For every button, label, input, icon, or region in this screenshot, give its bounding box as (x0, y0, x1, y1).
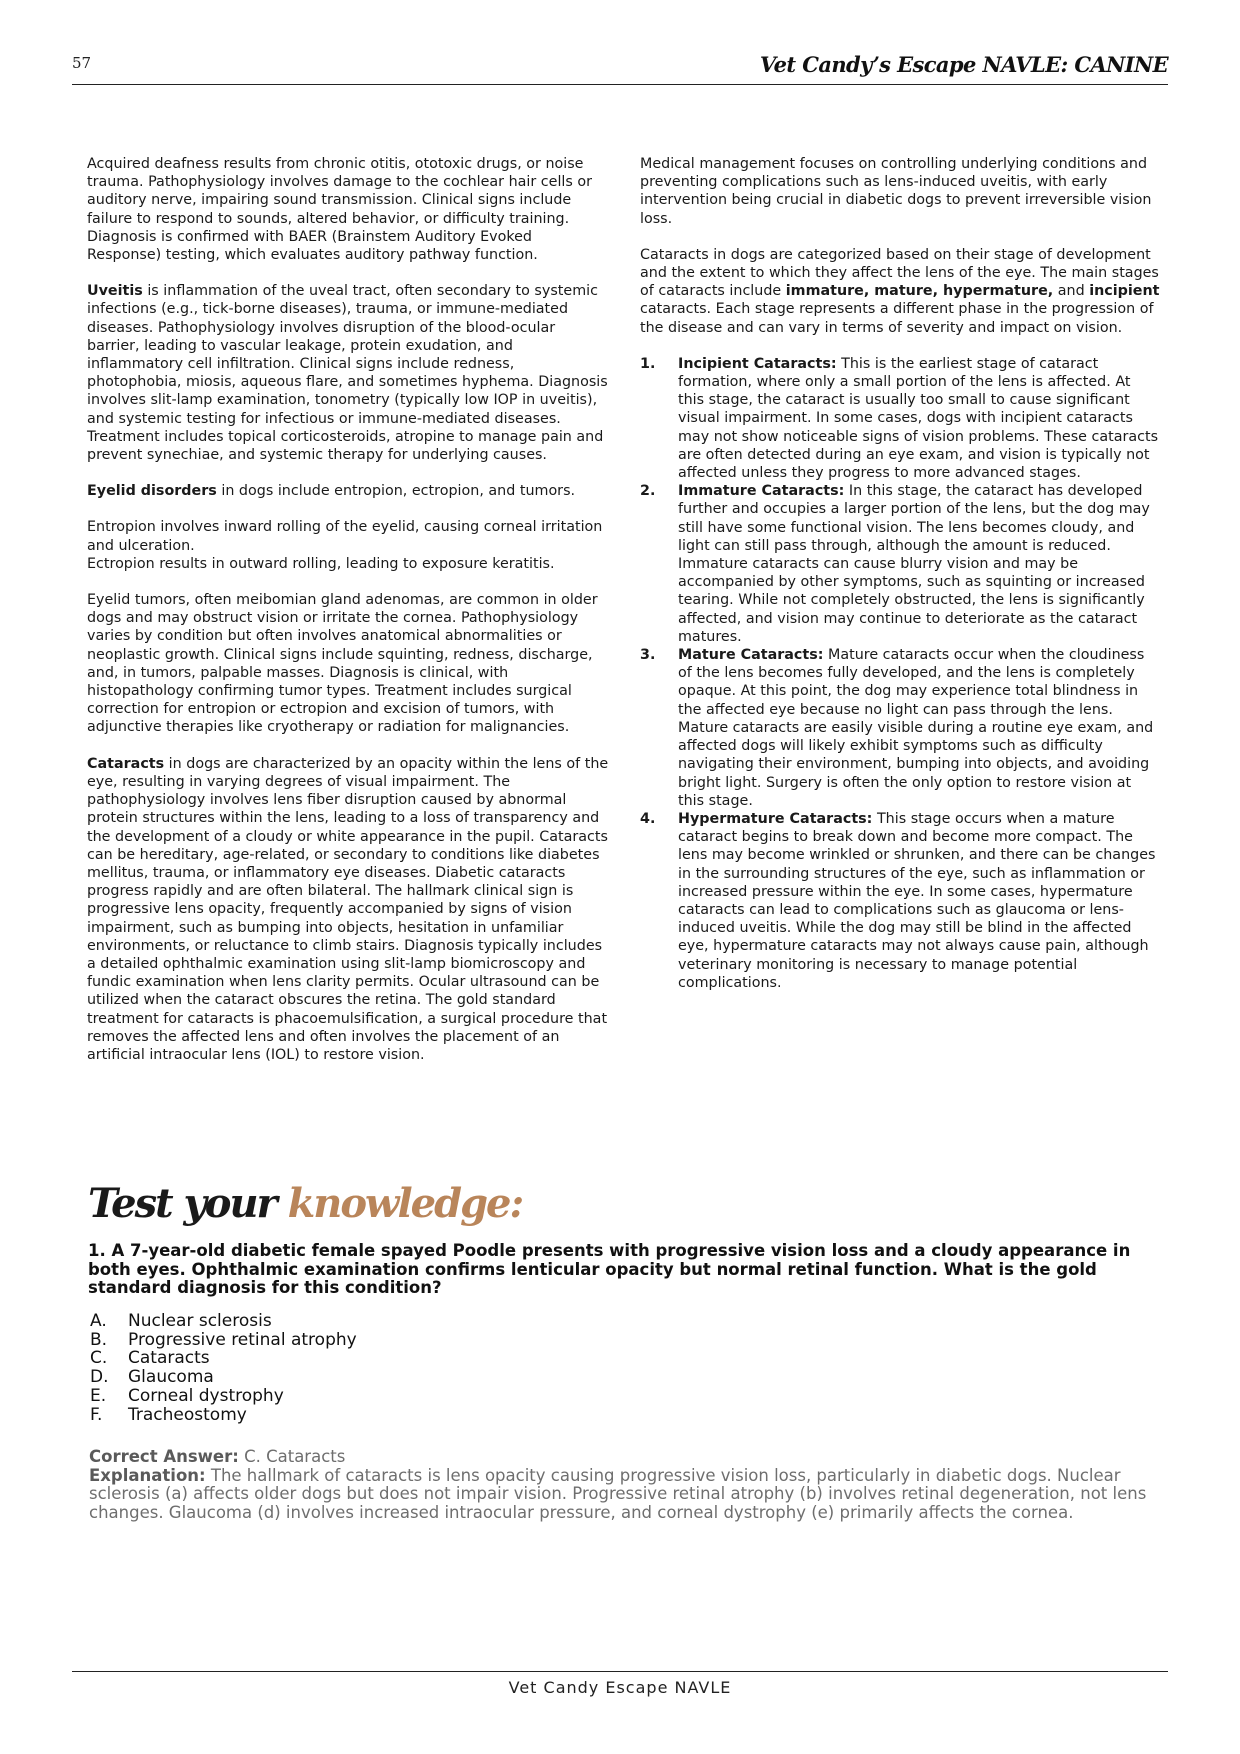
option-text: Corneal dystrophy (128, 1385, 284, 1406)
stage-item (640, 482, 1160, 646)
answer-option (90, 1368, 357, 1387)
ectropion-paragraph: Ectropion results in outward rolling, leading to exposure keratitis. (87, 555, 555, 572)
answer-option (90, 1406, 357, 1425)
explanation (89, 1467, 1169, 1523)
page-footer: Vet Candy Escape NAVLE (508, 1678, 732, 1697)
left-column (87, 155, 609, 1082)
option-letter: C. (90, 1348, 108, 1369)
stages-intro-bold: incipient (1089, 283, 1160, 300)
option-letter: E. (90, 1385, 107, 1406)
stage-text: In this stage, the cataract has developed further and occupies a larger portion of the lens, but the dog may still have some functional vision. The lens becomes cloudy, and light can still pass through, although the amount is reduced. Immature cataracts can cause blurry vision and may be accompanied by other symptoms, such as squinting or increased tearing. While not completely obstructed, the lens is significantly affected, and vision may continue to deteriorate as the cataract matures. (678, 483, 1150, 645)
option-text: Glaucoma (128, 1367, 214, 1388)
stage-number: 2. (640, 483, 656, 500)
correct-answer-label: Correct Answer: (89, 1447, 239, 1466)
stage-item (640, 646, 1160, 810)
stage-text: Mature cataracts occur when the cloudiness of the lens becomes fully developed, and the lens is completely opaque. At this point, the dog may experience total blindness in the affected eye because no light can pass through the lens. Mature cataracts are easily visible during a routine eye exam, and affected dogs will likely exhibit symptoms such as difficulty navigating their environment, bumping into objects, and avoiding bright light. Surgery is often the only option to restore vision at this stage. (678, 647, 1154, 809)
stages-intro-text: Cataracts in dogs are categorized based on their stage of development and the extent to which they affect the lens of the eye. The main stages of cataracts include (640, 246, 1159, 300)
answer-option (90, 1349, 357, 1368)
uveitis-term: Uveitis (87, 283, 143, 300)
option-letter: A. (90, 1311, 107, 1331)
stage-item (640, 810, 1160, 992)
stages-intro-text: and (1053, 283, 1090, 300)
option-letter: B. (90, 1329, 108, 1350)
medical-management-paragraph: Medical management focuses on controlling underlying conditions and preventing complications such as lens-induced uveitis, with early intervention being crucial in diabetic dogs to prevent irreversible vision loss. (640, 156, 1152, 227)
option-letter: F. (90, 1404, 103, 1425)
eyelid-tumors-paragraph: Eyelid tumors, often meibomian gland adenomas, are common in older dogs and may obstruct vision or irritate the cornea. Pathophysiology varies by condition but often involves anatomical abnormalities or neoplastic growth. Clinical signs include squinting, redness, discharge, and, in tumors, palpable masses. Diagnosis is clinical, with histopathology confirming tumor types. Treatment includes surgical correction for entropion or ectropion and excision of tumors, with adjunctive therapies like cryotherapy or radiation for malignancies. (87, 592, 598, 736)
stage-item (640, 355, 1160, 482)
correct-answer-value: C. Cataracts (238, 1447, 346, 1466)
right-column (640, 155, 1160, 992)
stage-number: 1. (640, 355, 656, 372)
eyelid-text: in dogs include entropion, ectropion, and tumors. (216, 483, 576, 500)
uveitis-paragraph (87, 282, 609, 464)
answer-option (90, 1331, 357, 1350)
stages-intro-text: cataracts. Each stage represents a different phase in the progression of the disease and can vary in terms of severity and impact on vision. (640, 301, 1154, 336)
option-letter: D. (90, 1367, 109, 1388)
page-number: 57 (72, 54, 92, 72)
stage-title: Hypermature Cataracts: (678, 810, 873, 827)
option-text: Cataracts (128, 1348, 210, 1369)
correct-answer (89, 1448, 1169, 1467)
uveitis-text: is inflammation of the uveal tract, often secondary to systemic infections (e.g., tick-borne diseases), trauma, or immune-mediated diseases. Pathophysiology involves disruption of the blood-ocular barrier, leading to vascular leakage, protein exudation, and inflammatory cell infiltration. Clinical signs include redness, photophobia, miosis, aqueous flare, and sometimes hyphema. Diagnosis involves slit-lamp examination, tonometry (typically low IOP in uveitis), and systemic testing for infectious or immune-mediated diseases. Treatment includes topical corticosteroids, atropine to manage pain and prevent synechiae, and systemic therapy for underlying causes. (87, 283, 608, 464)
answer-option (90, 1312, 357, 1331)
test-your-knowledge-heading (88, 1180, 522, 1227)
stage-number: 4. (640, 810, 656, 827)
cataracts-term: Cataracts (87, 755, 165, 772)
answer-block (89, 1448, 1169, 1522)
stage-title: Immature Cataracts: (678, 483, 845, 500)
stage-number: 3. (640, 647, 656, 664)
stage-text: This is the earliest stage of cataract formation, where only a small portion of the lens is affected. At this stage, the cataract is usually too small to cause significant visual impairment. In some cases, dogs with incipient cataracts may not show noticeable signs of vision problems. These cataracts are often detected during an eye exam, and vision is typically not affected unless they progress to more advanced stages. (678, 355, 1159, 482)
footer-divider (72, 1671, 1168, 1672)
stage-title: Incipient Cataracts: (678, 355, 837, 372)
page-header (72, 50, 1168, 85)
stages-intro-bold: immature, mature, hypermature, (785, 283, 1054, 300)
eyelid-term: Eyelid disorders (87, 483, 217, 500)
option-text: Progressive retinal atrophy (128, 1329, 357, 1350)
answer-option (90, 1387, 357, 1406)
option-text: Tracheostomy (128, 1404, 247, 1425)
cataract-stages-list (640, 355, 1160, 992)
heading-text: Test your (88, 1180, 288, 1227)
quiz-question: 1. A 7-year-old diabetic female spayed Poodle presents with progressive vision loss and a cloudy appearance in both eyes. Ophthalmic examination confirms lenticular opacity but normal retinal function. What is the gold standard diagnosis for this condition? (88, 1241, 1131, 1297)
stages-intro-paragraph (640, 246, 1160, 337)
cataracts-text: in dogs are characterized by an opacity within the lens of the eye, resulting in varying degrees of visual impairment. The pathophysiology involves lens fiber disruption caused by abnormal protein structures within the lens, leading to a loss of transparency and the development of a cloudy or white appearance in the pupil. Cataracts can be hereditary, age-related, or secondary to conditions like diabetes mellitus, trauma, or inflammatory eye diseases. Diabetic cataracts progress rapidly and are often bilateral. The hallmark clinical sign is progressive lens opacity, frequently accompanied by signs of vision impairment, such as bumping into objects, hesitation in unfamiliar environments, or reluctance to climb stairs. Diagnosis typically includes a detailed ophthalmic examination using slit-lamp biomicroscopy and fundic examination when lens clarity permits. Ocular ultrasound can be utilized when the cataract obscures the retina. The gold standard treatment for cataracts is phacoemulsification, a surgical procedure that removes the affected lens and often involves the placement of an artificial intraocular lens (IOL) to restore vision. (87, 755, 609, 1063)
stage-text: This stage occurs when a mature cataract begins to break down and become more compact. The lens may become wrinkled or shrunken, and there can be changes in the surrounding structures of the eye, such as inflammation or increased pressure within the eye. In some cases, hypermature cataracts can lead to complications such as glaucoma or lens-induced uveitis. While the dog may still be blind in the affected eye, hypermature cataracts may not always cause pain, although veterinary monitoring is necessary to manage potential complications. (678, 810, 1156, 991)
option-text: Nuclear sclerosis (128, 1311, 272, 1331)
stage-title: Mature Cataracts: (678, 647, 824, 664)
deafness-paragraph: Acquired deafness results from chronic otitis, ototoxic drugs, or noise trauma. Pathophysiology involves damage to the cochlear hair cells or auditory nerve, impairing sound transmission. Clinical signs include failure to respond to sounds, altered behavior, or difficulty training. Diagnosis is confirmed with BAER (Brainstem Auditory Evoked Response) testing, which evaluates auditory pathway function. (87, 156, 593, 264)
entropion-paragraph: Entropion involves inward rolling of the eyelid, causing corneal irritation and ulceration. (87, 519, 603, 554)
explanation-label: Explanation: (89, 1465, 206, 1485)
cataracts-paragraph (87, 755, 609, 1064)
heading-accent-text: knowledge: (287, 1180, 523, 1227)
explanation-text: The hallmark of cataracts is lens opacity causing progressive vision loss, particularly in diabetic dogs. Nuclear sclerosis (a) affects older dogs but does not impair vision. Progressive retinal atrophy (b) involves retinal degeneration, not lens changes. Glaucoma (d) involves increased intraocular pressure, and corneal dystrophy (e) primarily affects the cornea. (89, 1465, 1147, 1522)
running-title: Vet Candy’s Escape NAVLE: CANINE (759, 52, 1168, 77)
answer-options (90, 1312, 357, 1424)
eyelid-paragraph (87, 482, 609, 500)
